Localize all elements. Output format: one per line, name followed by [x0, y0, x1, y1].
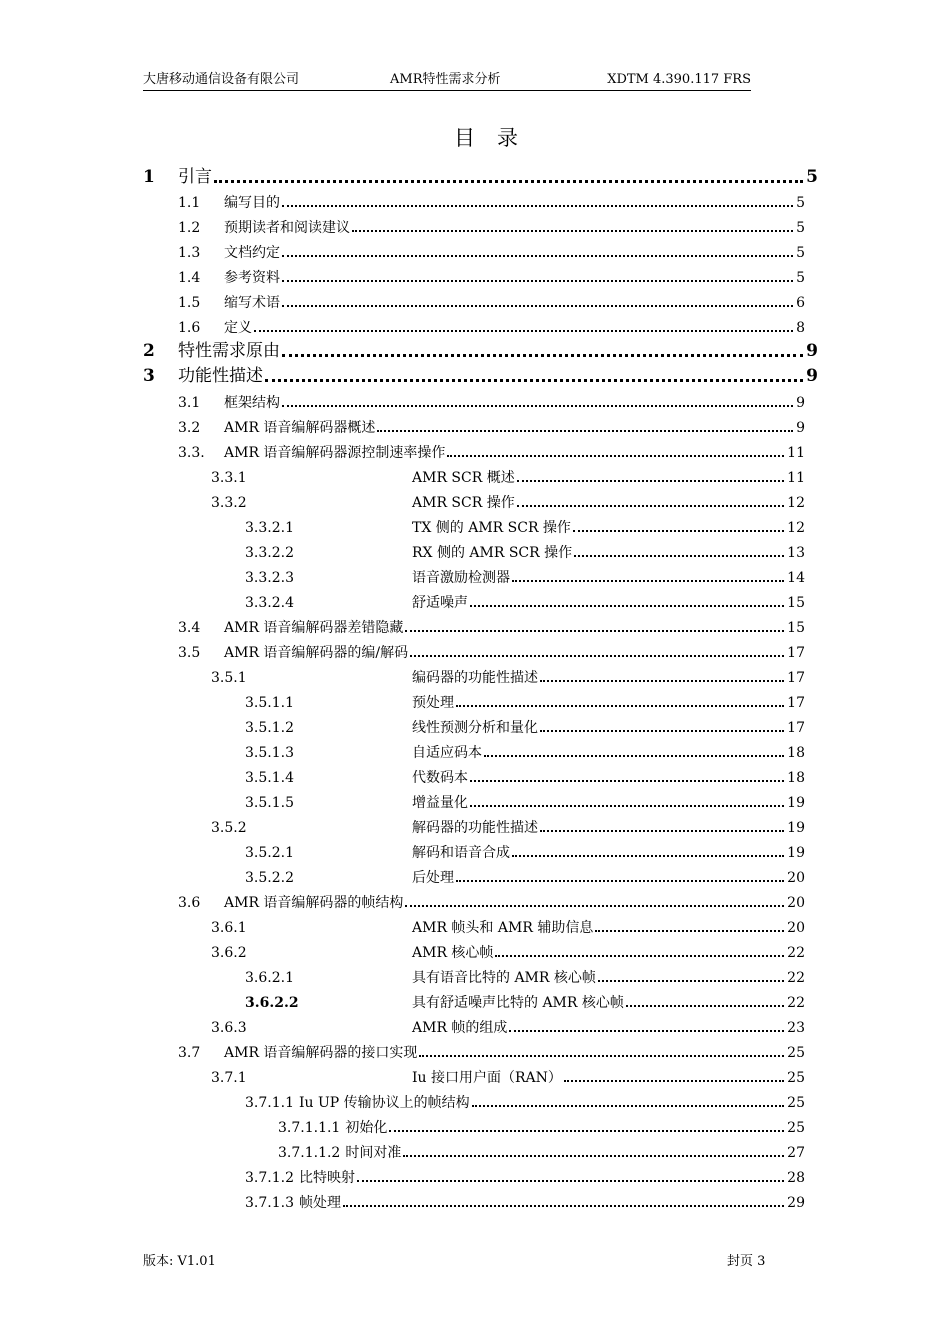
- toc-entry-number: 3.5.1.1: [245, 695, 294, 711]
- toc-entry-number: 3.6.1: [211, 920, 247, 936]
- toc-entry-page: 17: [787, 670, 805, 686]
- toc-entry-title: 具有舒适噪声比特的 AMR 核心帧: [412, 995, 624, 1011]
- toc-entry-page: 6: [796, 295, 805, 311]
- toc-entry[interactable]: [211, 919, 805, 937]
- toc-leader-dots: [357, 1180, 784, 1182]
- toc-entry-page: 15: [787, 595, 805, 611]
- toc-entry[interactable]: [211, 469, 805, 487]
- toc-entry[interactable]: [278, 1119, 805, 1137]
- toc-entry-title: 语音激励检测器: [412, 570, 510, 586]
- toc-entry-page: 25: [787, 1045, 805, 1061]
- toc-entry-number: 3.5.1.5: [245, 795, 294, 811]
- toc-entry[interactable]: [245, 694, 805, 712]
- toc-leader-dots: [282, 305, 793, 307]
- toc-entry-number: 3.3.2: [211, 495, 247, 511]
- toc-entry-page: 20: [787, 895, 805, 911]
- toc-leader-dots: [265, 379, 803, 382]
- toc-entry-page: 29: [787, 1195, 805, 1211]
- toc-entry-page: 9: [806, 366, 818, 386]
- toc-leader-dots: [282, 280, 793, 282]
- toc-entry[interactable]: [143, 365, 818, 387]
- toc-entry-page: 25: [787, 1095, 805, 1111]
- toc-entry-page: 12: [787, 520, 805, 536]
- toc-leader-dots: [282, 354, 803, 357]
- toc-entry-page: 27: [787, 1145, 805, 1161]
- toc-entry[interactable]: [211, 1069, 805, 1087]
- footer-page: 封页 3: [727, 1254, 766, 1269]
- toc-leader-dots: [377, 430, 793, 432]
- toc-leader-dots: [472, 1105, 785, 1107]
- toc-entry-page: 17: [787, 720, 805, 736]
- toc-entry[interactable]: [178, 319, 805, 337]
- toc-entry-number: 3.6.2: [211, 945, 247, 961]
- toc-entry-title: 定义: [224, 320, 252, 336]
- toc-entry-title: 文档约定: [224, 245, 280, 261]
- toc-entry[interactable]: [211, 819, 805, 837]
- toc-entry-number: 1.3: [178, 245, 201, 261]
- toc-leader-dots: [343, 1205, 784, 1207]
- toc-entry-number: 3.5.1: [211, 670, 247, 686]
- toc-entry-title: 具有语音比特的 AMR 核心帧: [412, 970, 596, 986]
- toc-entry-page: 22: [787, 995, 805, 1011]
- toc-leader-dots: [254, 330, 793, 332]
- toc-entry[interactable]: [211, 669, 805, 687]
- toc-entry[interactable]: [178, 194, 805, 212]
- toc-leader-dots: [456, 880, 784, 882]
- toc-entry[interactable]: [178, 619, 805, 637]
- toc-entry-title: 增益量化: [412, 795, 468, 811]
- toc-entry[interactable]: [245, 569, 805, 587]
- toc-leader-dots: [517, 480, 784, 482]
- toc-entry[interactable]: [178, 444, 805, 462]
- toc-entry-page: 18: [787, 745, 805, 761]
- toc-leader-dots: [509, 1030, 784, 1032]
- toc-entry-page: 9: [796, 395, 805, 411]
- toc-entry[interactable]: [245, 519, 805, 537]
- toc-entry-title: AMR 语音编解码器的接口实现: [224, 1045, 418, 1061]
- toc-entry-number: 3.7.1.2: [245, 1170, 294, 1186]
- toc-entry-title: AMR 语音编解码器概述: [224, 420, 376, 436]
- toc-entry-page: 9: [806, 341, 818, 361]
- toc-leader-dots: [574, 555, 784, 557]
- toc-leader-dots: [540, 730, 784, 732]
- toc-leader-dots: [405, 630, 784, 632]
- toc-leader-dots: [573, 530, 784, 532]
- toc-entry[interactable]: [178, 1044, 805, 1062]
- toc-entry[interactable]: [143, 166, 818, 188]
- toc-entry-number: 1.1: [178, 195, 201, 211]
- toc-entry-number: 2: [143, 341, 155, 361]
- toc-entry[interactable]: [245, 744, 805, 762]
- toc-entry-title: 缩写术语: [224, 295, 280, 311]
- footer-version: 版本: V1.01: [143, 1254, 216, 1269]
- toc-entry-title: AMR 帧头和 AMR 辅助信息: [412, 920, 594, 936]
- toc-entry[interactable]: [245, 1094, 805, 1112]
- toc-leader-dots: [598, 980, 784, 982]
- toc-leader-dots: [282, 405, 793, 407]
- toc-entry-number: 3.6.2.2: [245, 995, 299, 1011]
- toc-entry-title: AMR 语音编解码器源控制速率操作: [224, 445, 446, 461]
- toc-leader-dots: [410, 655, 784, 657]
- toc-entry-title: 初始化: [345, 1120, 388, 1136]
- toc-entry-title: 比特映射: [298, 1170, 355, 1186]
- toc-entry-page: 5: [796, 220, 805, 236]
- toc-entry-title: 预期读者和阅读建议: [224, 220, 350, 236]
- toc-entry-number: 3.5.1.3: [245, 745, 294, 761]
- header-doc-code: XDTM 4.390.117 FRS: [607, 72, 751, 87]
- toc-entry-page: 18: [787, 770, 805, 786]
- toc-entry[interactable]: [178, 244, 805, 262]
- toc-entry[interactable]: [245, 869, 805, 887]
- toc-entry-page: 25: [787, 1120, 805, 1136]
- toc-entry-number: 3.3.: [178, 445, 205, 461]
- toc-entry-page: 22: [787, 970, 805, 986]
- toc-entry-page: 25: [787, 1070, 805, 1086]
- toc-entry-title: 代数码本: [412, 770, 468, 786]
- toc-entry-number: 3.4: [178, 620, 201, 636]
- toc-entry-number: 3.7.1.1.2: [278, 1145, 341, 1161]
- toc-leader-dots: [495, 955, 784, 957]
- toc-entry-title: 时间对准: [345, 1145, 402, 1161]
- toc-leader-dots: [512, 855, 784, 857]
- toc-leader-dots: [470, 780, 784, 782]
- toc-entry-page: 23: [787, 1020, 805, 1036]
- toc-entry-number: 3.3.2.4: [245, 595, 294, 611]
- toc-leader-dots: [470, 605, 784, 607]
- toc-entry[interactable]: [143, 340, 818, 362]
- toc-entry-page: 8: [796, 320, 805, 336]
- toc-entry-page: 5: [796, 245, 805, 261]
- toc-entry-number: 3.5.2: [211, 820, 247, 836]
- toc-entry-number: 1.2: [178, 220, 201, 236]
- toc-entry[interactable]: [178, 419, 805, 437]
- toc-title: 目录: [454, 126, 540, 150]
- toc-entry-title: 自适应码本: [412, 745, 482, 761]
- toc-entry-title: 框架结构: [224, 395, 280, 411]
- toc-entry-page: 9: [796, 420, 805, 436]
- toc-entry[interactable]: [178, 894, 805, 912]
- toc-entry-title: AMR 帧的组成: [412, 1020, 508, 1036]
- toc-entry-title: TX 侧的 AMR SCR 操作: [412, 520, 571, 536]
- toc-entry[interactable]: [245, 844, 805, 862]
- toc-entry-page: 5: [796, 270, 805, 286]
- toc-entry[interactable]: [211, 944, 805, 962]
- toc-leader-dots: [403, 1155, 784, 1157]
- toc-entry-title: 编码器的功能性描述: [412, 670, 538, 686]
- toc-entry-page: 20: [787, 870, 805, 886]
- toc-leader-dots: [214, 180, 803, 183]
- toc-entry-title: AMR SCR 操作: [412, 495, 515, 511]
- toc-entry-page: 13: [787, 545, 805, 561]
- toc-leader-dots: [626, 1005, 784, 1007]
- toc-entry[interactable]: [211, 494, 805, 512]
- toc-entry-number: 3.5.2.1: [245, 845, 294, 861]
- toc-leader-dots: [517, 505, 784, 507]
- toc-entry[interactable]: [245, 769, 805, 787]
- toc-entry-page: 17: [787, 695, 805, 711]
- toc-entry-page: 19: [787, 845, 805, 861]
- toc-entry[interactable]: [178, 644, 805, 662]
- toc-leader-dots: [405, 905, 784, 907]
- toc-entry-number: 1.4: [178, 270, 201, 286]
- toc-entry-page: 15: [787, 620, 805, 636]
- toc-entry-title: RX 侧的 AMR SCR 操作: [412, 545, 573, 561]
- toc-entry[interactable]: [245, 594, 805, 612]
- toc-entry-title: AMR 核心帧: [412, 945, 494, 961]
- toc-entry[interactable]: [245, 544, 805, 562]
- toc-leader-dots: [447, 455, 784, 457]
- toc-entry-number: 3.7.1.1.1: [278, 1120, 341, 1136]
- toc-entry-number: 3.3.2.1: [245, 520, 294, 536]
- toc-entry[interactable]: [245, 1194, 805, 1212]
- toc-leader-dots: [352, 230, 793, 232]
- toc-entry-title: 解码器的功能性描述: [412, 820, 538, 836]
- toc-entry-page: 19: [787, 795, 805, 811]
- toc-leader-dots: [419, 1055, 784, 1057]
- toc-entry-title: 特性需求原由: [178, 341, 280, 361]
- toc-entry[interactable]: [245, 969, 805, 987]
- toc-entry-number: 3.5: [178, 645, 201, 661]
- toc-entry-number: 1: [143, 167, 155, 187]
- toc-entry-number: 3.7.1.1: [245, 1095, 294, 1111]
- toc-entry-title: 舒适噪声: [412, 595, 468, 611]
- toc-entry-title: AMR 语音编解码器的编/解码: [224, 645, 409, 661]
- toc-entry-number: 3: [143, 366, 155, 386]
- toc-entry-page: 5: [806, 167, 818, 187]
- toc-leader-dots: [282, 205, 793, 207]
- toc-leader-dots: [540, 680, 784, 682]
- toc-entry[interactable]: [178, 269, 805, 287]
- toc-entry-number: 3.6.3: [211, 1020, 247, 1036]
- toc-entry-title: Iu 接口用户面（RAN）: [412, 1070, 562, 1086]
- toc-leader-dots: [456, 705, 784, 707]
- toc-entry-title: 解码和语音合成: [412, 845, 510, 861]
- toc-entry-number: 3.5.1.4: [245, 770, 294, 786]
- toc-entry-number: 3.2: [178, 420, 201, 436]
- toc-leader-dots: [512, 580, 784, 582]
- toc-entry-number: 3.3.2.2: [245, 545, 294, 561]
- toc-entry[interactable]: [178, 294, 805, 312]
- toc-leader-dots: [484, 755, 784, 757]
- toc-entry-number: 3.5.1.2: [245, 720, 294, 736]
- toc-entry-page: 20: [787, 920, 805, 936]
- toc-entry-title: 引言: [178, 167, 212, 187]
- toc-entry-page: 11: [787, 445, 805, 461]
- toc-entry-title: 编写目的: [224, 195, 280, 211]
- toc-entry-title: AMR 语音编解码器差错隐藏: [224, 620, 404, 636]
- toc-entry[interactable]: [178, 394, 805, 412]
- toc-entry-title: 功能性描述: [178, 366, 263, 386]
- toc-entry-page: 11: [787, 470, 805, 486]
- toc-entry-number: 1.5: [178, 295, 201, 311]
- toc-entry-title: 帧处理: [298, 1195, 341, 1211]
- toc-entry-page: 19: [787, 820, 805, 836]
- toc-entry-number: 3.6: [178, 895, 201, 911]
- toc-entry[interactable]: [178, 219, 805, 237]
- toc-leader-dots: [540, 830, 784, 832]
- toc-entry-title: 参考资料: [224, 270, 280, 286]
- toc-entry-number: 3.5.2.2: [245, 870, 294, 886]
- page-header: [143, 70, 751, 91]
- toc-entry-title: AMR SCR 概述: [412, 470, 515, 486]
- toc-entry-number: 3.7.1: [211, 1070, 247, 1086]
- toc-leader-dots: [470, 805, 784, 807]
- toc-entry-number: 1.6: [178, 320, 201, 336]
- toc-entry-number: 3.6.2.1: [245, 970, 294, 986]
- toc-entry-title: AMR 语音编解码器的帧结构: [224, 895, 404, 911]
- toc-entry-page: 14: [787, 570, 805, 586]
- toc-entry[interactable]: [211, 1019, 805, 1037]
- toc-entry[interactable]: [245, 719, 805, 737]
- toc-entry-number: 3.7.1.3: [245, 1195, 294, 1211]
- toc-entry-page: 22: [787, 945, 805, 961]
- toc-leader-dots: [389, 1130, 784, 1132]
- toc-entry-number: 3.1: [178, 395, 201, 411]
- toc-entry[interactable]: [278, 1144, 805, 1162]
- header-company: 大唐移动通信设备有限公司: [143, 72, 300, 87]
- toc-entry-page: 28: [787, 1170, 805, 1186]
- toc-leader-dots: [564, 1080, 784, 1082]
- toc-entry-title: 预处理: [412, 695, 454, 711]
- header-doc-title: AMR特性需求分析: [390, 72, 501, 87]
- toc-leader-dots: [595, 930, 784, 932]
- toc-entry-number: 3.3.2.3: [245, 570, 294, 586]
- toc-entry-title: 后处理: [412, 870, 454, 886]
- toc-entry[interactable]: [245, 1169, 805, 1187]
- toc-entry-page: 12: [787, 495, 805, 511]
- toc-leader-dots: [282, 255, 793, 257]
- toc-entry[interactable]: [245, 994, 805, 1012]
- toc-entry-page: 5: [796, 195, 805, 211]
- toc-entry-title: Iu UP 传输协议上的帧结构: [298, 1095, 470, 1111]
- toc-entry[interactable]: [245, 794, 805, 812]
- toc-entry-number: 3.3.1: [211, 470, 247, 486]
- toc-entry-page: 17: [787, 645, 805, 661]
- toc-entry-title: 线性预测分析和量化: [412, 720, 538, 736]
- toc-entry-number: 3.7: [178, 1045, 201, 1061]
